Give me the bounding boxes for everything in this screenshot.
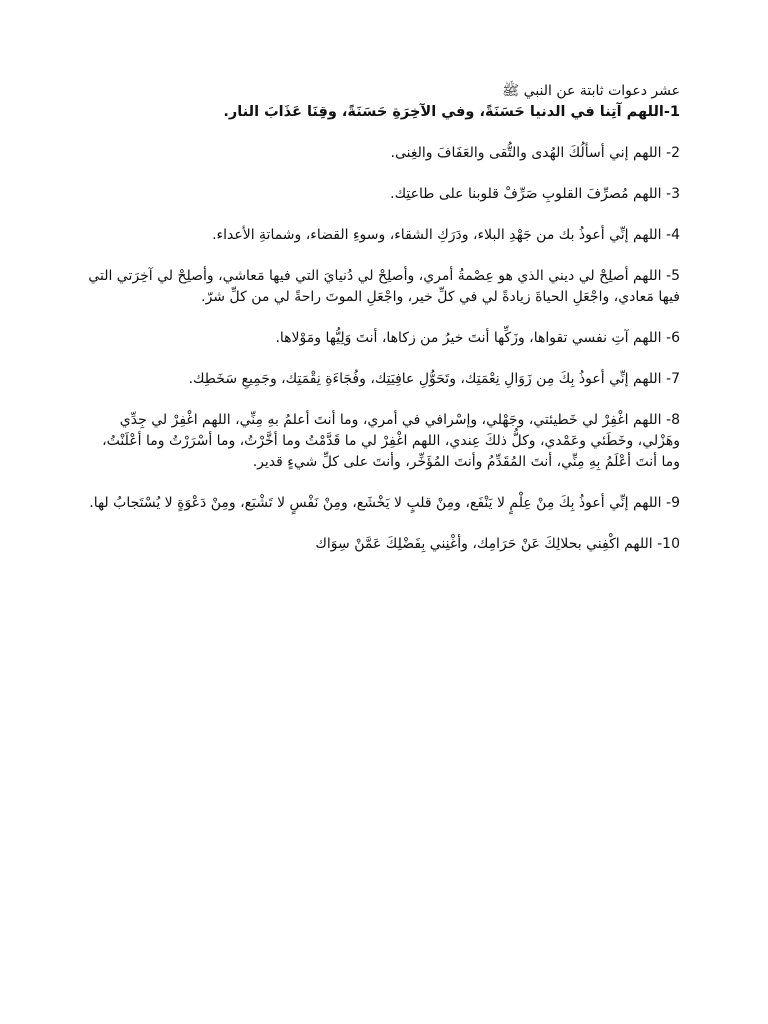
duaa-item-1	[88, 102, 680, 123]
duaa-number-7: 7-	[666, 371, 680, 387]
duaa-item-5	[88, 266, 680, 308]
duaa-text-9: اللهم إنِّي أعوذُ بِكَ مِنْ عِلْمٍ لا يَنْفَع، ومِنْ قلبٍ لا يَخْشَع، ومِنْ نَفْسٍ لا تَشْبَع، ومِنْ دَعْوَةٍ لا يُسْتَجابُ لها.	[89, 495, 662, 511]
duaa-item-2	[88, 143, 680, 164]
duaa-item-6	[88, 328, 680, 349]
duaa-item-7	[88, 369, 680, 390]
duaa-text-10: اللهم اكْفِني بحلالِكَ عَنْ حَرَامِك، وأغْنِني بِفَضْلِكَ عَمَّنْ سِوَاك	[315, 536, 653, 552]
duaa-item-10	[88, 534, 680, 555]
duaa-text-2: اللهم إني أسألُكَ الهُدى والتُّقى والعَفَافَ والغِنى.	[390, 145, 662, 161]
duaa-number-6: 6-	[666, 330, 680, 346]
duaa-text-8: اللهم اغْفِرْ لي خَطيئتي، وجَهْلي، وإسْرافي في أمري، وما أنتَ أعلمُ بهِ مِنِّي، اللهم اغْفِرْ لي جِدِّي وهَزْلي، وخَطَئي وعَمْدي، وكلُّ ذلكَ عِندي، اللهم اغْفِرْ لي ما قَدَّمْتُ وما أخَّرْتُ، وما أسْرَرْتُ وما أعْلَنْتُ، وما أنتَ أعْلَمُ بِهِ مِنِّي، أنتَ المُقَدِّمُ وأنتَ المُؤَخِّر، وأنتَ على كلِّ شيءٍ قدير.	[102, 412, 680, 470]
duaa-text-4: اللهم إنِّي أعوذُ بك من جَهْدِ البلاء، ودَرَكِ الشقاء، وسوءِ القضاء، وشماتةِ الأعداء.	[212, 227, 662, 243]
duaa-number-10: 10-	[657, 536, 680, 552]
duaa-number-4: 4-	[666, 227, 680, 243]
duaa-number-3: 3-	[666, 186, 680, 202]
duaa-number-1: 1-	[663, 104, 680, 120]
document-title: عشر دعوات ثابتة عن النبي ﷺ	[502, 83, 680, 99]
duaa-number-5: 5-	[666, 268, 680, 284]
duaa-text-1: اللهم آتِنا في الدنيا حَسَنَةً، وفي الآخِرَةِ حَسَنَةً، وقِنَا عَذَابَ النار.	[223, 104, 664, 120]
duaa-item-9	[88, 493, 680, 514]
duaa-text-3: اللهم مُصرِّفَ القلوبِ صَرِّفْ قلوبنا على طاعتِك.	[390, 186, 662, 202]
duaa-item-8	[88, 410, 680, 473]
duaa-item-3	[88, 184, 680, 205]
duaa-text-7: اللهم إنِّي أعوذُ بِكَ مِن زَوَالِ نِعْمَتِك، وتَحَوُّلِ عافِيَتِك، وفُجَاءَةِ نِقْمَتِك، وجَمِيعِ سَخَطِك.	[188, 371, 662, 387]
document-page	[88, 80, 680, 555]
duaa-text-6: اللهم آتِ نفسي تقواها، وزَكِّها أنتَ خيرُ من زكاها، أنتَ وَلِيُّها ومَوْلاها.	[275, 330, 662, 346]
duaa-number-9: 9-	[666, 495, 680, 511]
duaa-number-2: 2-	[666, 145, 680, 161]
duaa-item-4	[88, 225, 680, 246]
duaa-number-8: 8-	[666, 412, 680, 428]
duaa-text-5: اللهم أصلِحْ لي ديني الذي هو عِصْمةُ أمري، وأصلِحْ لي دُنيايَ التي فيها مَعاشي، وأصلِحْ لي آخِرَتي التي فيها مَعادي، واجْعَلِ الحياةَ زيادةً لي في كلِّ خير، واجْعَلِ الموتَ راحةً لي من كلِّ شرّ.	[88, 268, 680, 305]
